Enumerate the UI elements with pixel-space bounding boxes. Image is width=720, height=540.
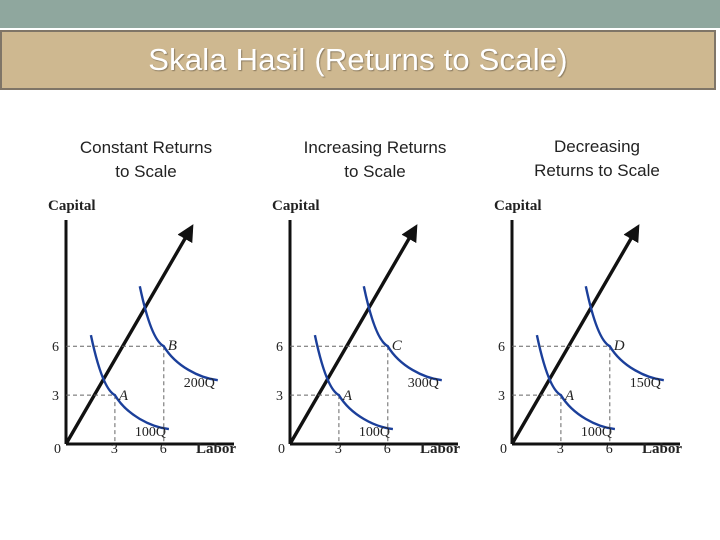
point-label: A	[118, 388, 129, 405]
isoquant-curve	[586, 286, 664, 380]
x-tick-label: 3	[556, 442, 564, 457]
isoquant-label: 300Q	[407, 376, 439, 392]
y-tick-label: 6	[498, 340, 505, 356]
origin-label: 0	[54, 442, 61, 457]
y-axis-label: Capital	[48, 198, 96, 214]
y-tick-label: 3	[498, 389, 505, 405]
x-axis-label: Labor	[420, 441, 461, 457]
panel-caption-decreasing	[497, 135, 697, 183]
isoquant-label: 100Q	[134, 425, 167, 441]
caption-line: Increasing Returns	[303, 138, 447, 157]
isoquant-label: 100Q	[580, 425, 613, 441]
isoquant-label: 150Q	[629, 376, 661, 392]
origin-label: 0	[500, 442, 507, 457]
caption-line: Decreasing	[554, 137, 640, 156]
origin-label: 0	[278, 442, 285, 457]
point-label: A	[564, 388, 575, 405]
diagram-decreasing-returns	[490, 192, 690, 462]
page-title: Skala Hasil (Returns to Scale)	[148, 42, 568, 77]
caption-line: to Scale	[115, 162, 177, 181]
isoquant-curve	[140, 286, 218, 380]
title-bar	[0, 30, 716, 90]
point-label: D	[613, 338, 625, 355]
caption-line: Constant Returns	[79, 138, 213, 157]
x-tick-label: 6	[605, 442, 613, 457]
x-axis-label: Labor	[196, 441, 237, 457]
y-tick-label: 3	[276, 389, 283, 405]
point-label: B	[167, 338, 177, 355]
caption-line: to Scale	[344, 162, 406, 181]
x-tick-label: 3	[110, 442, 118, 457]
x-tick-label: 3	[334, 442, 342, 457]
top-strip	[0, 0, 720, 28]
point-label: C	[391, 338, 402, 355]
panel-caption-constant	[46, 136, 246, 184]
y-axis-label: Capital	[494, 198, 542, 214]
diagram-constant-returns	[44, 192, 244, 462]
x-tick-label: 6	[383, 442, 391, 457]
y-tick-label: 6	[52, 340, 59, 356]
y-tick-label: 6	[276, 340, 283, 356]
isoquant-label: 200Q	[183, 376, 215, 392]
x-tick-label: 6	[159, 442, 167, 457]
diagram-increasing-returns	[268, 192, 468, 462]
isoquant-curve	[364, 286, 442, 380]
y-tick-label: 3	[52, 389, 59, 405]
panel-caption-increasing	[275, 136, 475, 184]
point-label: A	[342, 388, 353, 405]
y-axis-label: Capital	[272, 198, 320, 214]
x-axis-label: Labor	[642, 441, 683, 457]
isoquant-label: 100Q	[358, 425, 391, 441]
caption-line: Returns to Scale	[534, 161, 660, 180]
